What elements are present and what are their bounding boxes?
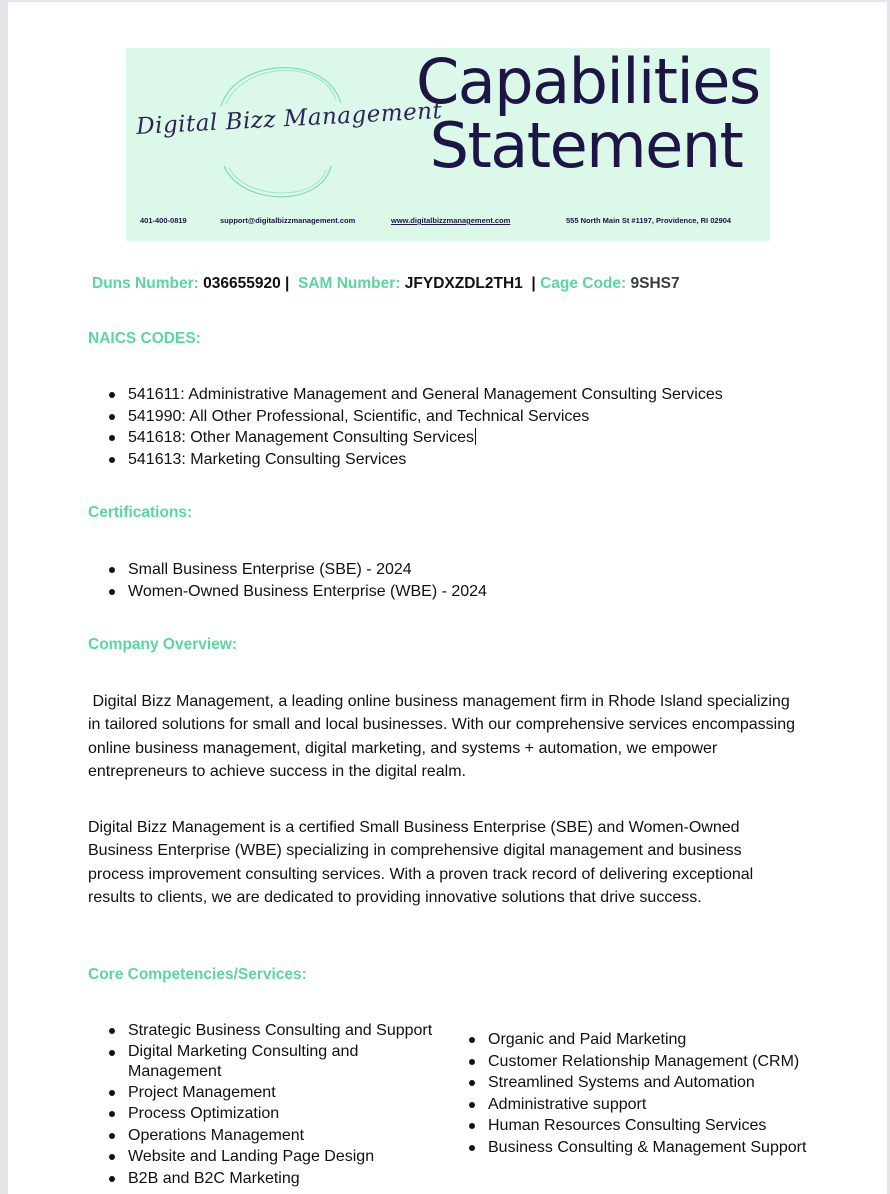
list-item: 541613: Marketing Consulting Services [88, 449, 723, 471]
list-item: Project Management [88, 1082, 438, 1104]
list-item: 541611: Administrative Management and General Management Consulting Services [88, 384, 723, 406]
bullet-icon [469, 1080, 475, 1086]
certifications-list [88, 559, 487, 602]
list-item: Human Resources Consulting Services [448, 1115, 806, 1137]
logo-script-text: Digital Bizz Management [135, 97, 443, 141]
list-item: Website and Landing Page Design [88, 1146, 438, 1168]
competencies-heading: Core Competencies/Services: [88, 966, 307, 983]
competencies-list-left [88, 1020, 438, 1189]
header-banner [126, 45, 770, 241]
duns-label: Duns Number: [92, 275, 199, 292]
list-item: Strategic Business Consulting and Support [88, 1020, 438, 1042]
overview-paragraph-1: Digital Bizz Management, a leading online business management firm in Rhode Island specializing in tailored solutions for small and local businesses. With our comprehensive services encompassing online business management, digital marketing, and systems + automation, we empower entrepreneurs to achieve success in the digital realm. [88, 693, 800, 780]
list-item: Women-Owned Business Enterprise (WBE) - 2024 [88, 581, 487, 603]
list-item: Digital Marketing Consulting and Management [88, 1042, 438, 1082]
naics-list [88, 384, 723, 470]
street-address: 555 North Main St #1197, Providence, RI 02904 [566, 216, 732, 225]
bullet-icon [109, 1090, 115, 1096]
bullet-icon [109, 1154, 115, 1160]
phone-number: 401-400-0819 [140, 216, 187, 225]
list-item: 541990: All Other Professional, Scientific, and Technical Services [88, 406, 723, 428]
title-line-2: Statement [429, 109, 743, 182]
list-item: 541618: Other Management Consulting Services [88, 427, 723, 449]
identifiers-line [92, 275, 680, 293]
list-item: Process Optimization [88, 1103, 438, 1125]
bullet-icon [109, 1133, 115, 1139]
title-line-1: Capabilities [416, 45, 760, 118]
bullet-icon [469, 1145, 475, 1151]
contact-bar [126, 216, 770, 230]
duns-value: 036655920 [203, 275, 281, 292]
bullet-icon [109, 1176, 115, 1182]
bullet-icon [109, 435, 115, 441]
bullet-icon [109, 589, 115, 595]
website-link[interactable]: www.digitalbizzmanagement.com [391, 216, 511, 225]
competencies-list-right [448, 1029, 806, 1158]
bullet-icon [469, 1059, 475, 1065]
list-item: Customer Relationship Management (CRM) [448, 1051, 806, 1073]
bullet-icon [469, 1102, 475, 1108]
cage-label: Cage Code: [540, 275, 627, 292]
cage-value: 9SHS7 [630, 275, 680, 292]
list-item: Operations Management [88, 1125, 438, 1147]
document-page [8, 2, 887, 1194]
overview-paragraph-2: Digital Bizz Management is a certified Small Business Enterprise (SBE) and Women-Owned Business Enterprise (WBE) specializing in comprehensive digital management and business process improvement consulting services. With a proven track record of delivering exceptional results to clients, we are dedicated to providing innovative solutions that drive success. [88, 819, 754, 906]
sam-value: JFYDXZDL2TH1 [404, 275, 523, 292]
bullet-icon [109, 414, 115, 420]
bullet-icon [469, 1037, 475, 1043]
bullet-icon [109, 1050, 115, 1056]
email-address[interactable]: support@digitalbizzmanagement.com [220, 216, 356, 225]
overview-heading: Company Overview: [88, 636, 238, 653]
bullet-icon [109, 392, 115, 398]
page-title [416, 45, 760, 182]
separator: | [531, 275, 536, 292]
list-item: Streamlined Systems and Automation [448, 1072, 806, 1094]
list-item: B2B and B2C Marketing [88, 1168, 438, 1190]
bullet-icon [109, 457, 115, 463]
bullet-icon [109, 1028, 115, 1034]
bullet-icon [469, 1123, 475, 1129]
bullet-icon [109, 567, 115, 573]
separator: | [285, 275, 290, 292]
bullet-icon [109, 1111, 115, 1117]
certifications-heading: Certifications: [88, 504, 193, 521]
company-logo [126, 48, 443, 213]
sam-label: SAM Number: [297, 275, 401, 292]
list-item: Organic and Paid Marketing [448, 1029, 806, 1051]
list-item: Administrative support [448, 1094, 806, 1116]
naics-heading: NAICS CODES: [88, 330, 201, 347]
list-item: Business Consulting & Management Support [448, 1137, 806, 1159]
list-item: Small Business Enterprise (SBE) - 2024 [88, 559, 487, 581]
text-cursor [475, 428, 477, 445]
